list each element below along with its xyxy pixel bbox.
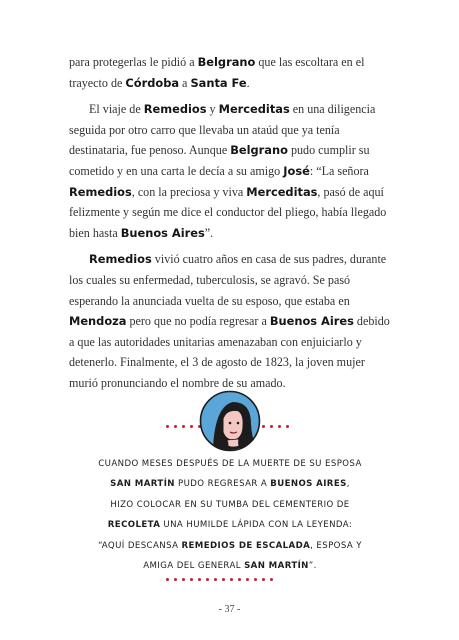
text-run: “AQUÍ DESCANSA [98,540,182,551]
emphasized-name: Belgrano [230,143,288,158]
text-run: , [346,479,350,490]
emphasized-name: Mendoza [69,314,127,329]
text-run: AMIGA DEL GENERAL [143,561,245,572]
text-run: en una diligencia seguida por otro carro que llevaba un ataúd que ya tenía destinataria, fue penoso. Aunque [69,102,376,158]
text-run: que las escoltara en el trayecto de [69,55,365,90]
text-run: CUANDO MESES DESPUÉS DE LA MUERTE DE SU ESPOSA [98,459,362,469]
dot-divider-right [262,425,294,429]
emphasized-name: Remedios [69,184,132,199]
emphasized-name: Buenos Aires [269,314,354,329]
text-run: , con la preciosa y viva [131,184,247,199]
caption-line [90,454,370,474]
emphasized-name: Remedios [143,102,207,117]
emphasized-name: Merceditas [246,184,318,199]
emphasized-name: BUENOS AIRES [270,479,347,490]
text-run: HIZO COLOCAR EN SU TUMBA DEL CEMENTERIO DE [110,499,350,510]
text-run: , pasó de aquí felizmente y según me dice el conductor del pliego, había llegado bien hasta [69,184,387,240]
caption-line [90,495,370,515]
caption-line [90,474,370,494]
emphasized-name: Belgrano [197,55,256,69]
text-run: debido a que las autoridades unitarias amenazaban con enjuiciarlo y detenerlo. Finalmente, el 3 de agosto de 1823, la joven mujer murió pronunciando el nombre de su amado. [69,314,390,390]
text-run: El viaje de [89,102,144,117]
caption-line [90,515,370,535]
emphasized-name: REMEDIOS DE ESCALADA [181,540,311,551]
body-text [69,52,391,400]
emphasized-name: SAN MARTÍN [244,561,309,572]
caption-line [90,556,370,576]
woman-portrait-icon [199,390,261,452]
emphasized-name: RECOLETA [107,520,161,531]
dot-divider-bottom [166,578,278,582]
caption-text [90,454,370,576]
emphasized-name: SAN MARTÍN [110,479,175,490]
text-run: ”. [204,225,214,240]
emphasized-name: Santa Fe [190,75,247,90]
paragraph [69,249,391,393]
text-run: PUDO REGRESAR A [174,479,271,490]
text-run: pero que no podía regresar a [126,314,270,329]
emphasized-name: Merceditas [218,102,290,117]
text-run: : “La señora [309,163,369,178]
text-run: , ESPOSA Y [310,540,362,551]
text-run: ”. [308,561,317,572]
text-run: y [206,102,219,117]
text-run: . [246,75,250,90]
text-run: para protegerlas le pidió a [69,55,198,69]
caption-line [90,536,370,556]
text-run: pudo cumplir su cometido y en una carta le decía a su amigo [69,143,370,178]
text-run: a [179,75,191,90]
text-run: UNA HUMILDE LÁPIDA CON LA LEYENDA: [160,520,353,531]
paragraph [69,52,391,93]
emphasized-name: José [283,163,310,178]
page-number: - 37 - [218,604,241,615]
emphasized-name: Córdoba [125,75,180,90]
text-run: vivió cuatro años en casa de sus padres, durante los cuales su enfermedad, tuberculosis, se agravó. Se pasó esperando la anunciada vuelta de su esposo, que estaba en [69,252,387,308]
paragraph [69,99,391,243]
emphasized-name: Buenos Aires [120,225,205,240]
emphasized-name: Remedios [89,252,152,267]
